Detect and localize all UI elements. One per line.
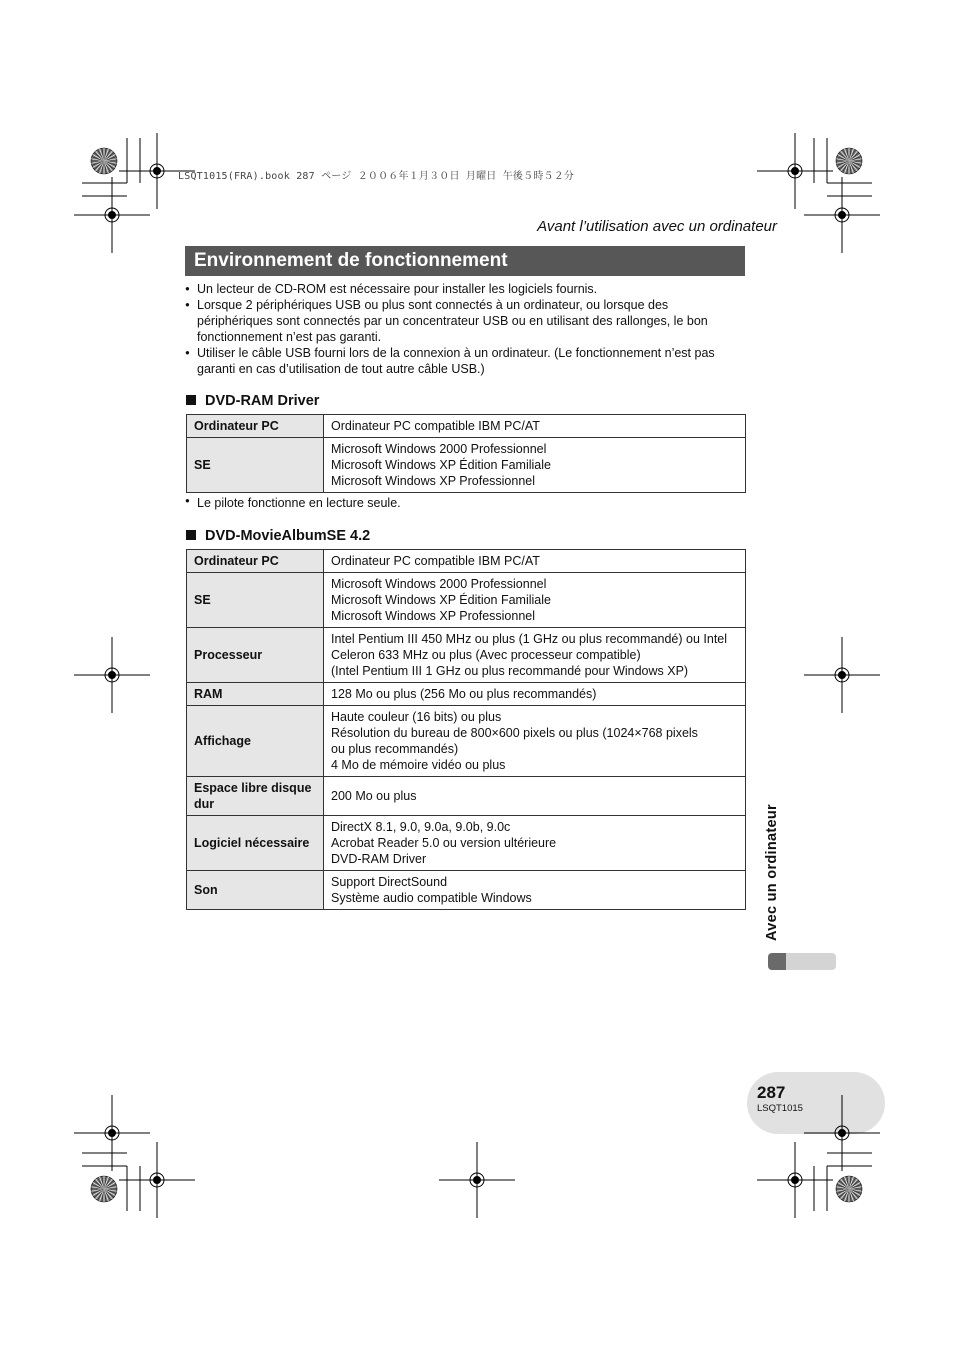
table-value: 200 Mo ou plus xyxy=(324,777,746,816)
table-key: Ordinateur PC xyxy=(187,415,324,438)
registration-mark xyxy=(757,1142,833,1218)
table-key: Son xyxy=(187,871,324,910)
table-key: RAM xyxy=(187,683,324,706)
registration-mark xyxy=(757,133,833,209)
table-value: DirectX 8.1, 9.0, 9.0a, 9.0b, 9.0c Acrobat Reader 5.0 ou version ultérieure DVD-RAM Driver xyxy=(324,816,746,871)
bullet-item: ● Lorsque 2 périphériques USB ou plus sont connectés à un ordinateur, ou lorsque des périphériques sont connectés par un concentrateur USB ou en utilisant des rallonges, le bon fonctionnement n’est pas garanti. xyxy=(185,297,745,345)
table-value: Ordinateur PC compatible IBM PC/AT xyxy=(324,415,746,438)
table-key: SE xyxy=(187,573,324,628)
section-title: Environnement de fonctionnement xyxy=(185,246,745,276)
registration-mark xyxy=(74,1095,150,1171)
table-value: Microsoft Windows 2000 Professionnel Microsoft Windows XP Édition Familiale Microsoft Windows XP Professionnel xyxy=(324,573,746,628)
print-info-line: LSQT1015(FRA).book 287 ページ ２００６年１月３０日 月曜日 午後５時５２分 xyxy=(178,171,575,182)
starburst-mark xyxy=(836,148,862,174)
registration-mark xyxy=(119,1142,195,1218)
starburst-mark xyxy=(91,1176,117,1202)
registration-mark xyxy=(119,133,195,209)
side-chapter-label: Avec un ordinateur xyxy=(764,804,780,941)
dvdram-note: ● Le pilote fonctionne en lecture seule. xyxy=(185,496,401,510)
table-value: 128 Mo ou plus (256 Mo ou plus recommandés) xyxy=(324,683,746,706)
registration-mark xyxy=(74,637,150,713)
registration-mark xyxy=(74,177,150,253)
registration-mark xyxy=(804,1095,880,1171)
chapter-title: Avant l’utilisation avec un ordinateur xyxy=(537,218,777,235)
registration-mark xyxy=(804,637,880,713)
table-value: Ordinateur PC compatible IBM PC/AT xyxy=(324,550,746,573)
table-value: Intel Pentium III 450 MHz ou plus (1 GHz ou plus recommandé) ou Intel Celeron 633 MHz ou plus (Avec processeur compatible) (Intel Pentium III 1 GHz ou plus recommandé pour Windows XP) xyxy=(324,628,746,683)
table-key: Ordinateur PC xyxy=(187,550,324,573)
starburst-mark xyxy=(836,1176,862,1202)
table-key: Logiciel nécessaire xyxy=(187,816,324,871)
moviealbum-heading-text: DVD-MovieAlbumSE 4.2 xyxy=(205,528,371,544)
table-key: SE xyxy=(187,438,324,493)
registration-mark xyxy=(439,1142,515,1218)
table-value: Support DirectSound Système audio compatible Windows xyxy=(324,871,746,910)
dvdram-heading-text: DVD-RAM Driver xyxy=(205,393,320,409)
table-key: Espace libre disque dur xyxy=(187,777,324,816)
page-code: LSQT1015 xyxy=(757,1103,803,1114)
registration-mark xyxy=(804,177,880,253)
bullet-item: ● Un lecteur de CD-ROM est nécessaire pour installer les logiciels fournis. xyxy=(185,281,745,297)
bullet-item: ● Utiliser le câble USB fourni lors de la connexion à un ordinateur. (Le fonctionnement n’est pas garanti en cas d’utilisation de tout autre câble USB.) xyxy=(185,345,745,377)
table-key: Processeur xyxy=(187,628,324,683)
starburst-mark xyxy=(91,148,117,174)
table-value: Haute couleur (16 bits) ou plus Résolution du bureau de 800×600 pixels ou plus (1024×768 pixels ou plus recommandés) 4 Mo de mémoire vidéo ou plus xyxy=(324,706,746,777)
table-value: Microsoft Windows 2000 Professionnel Microsoft Windows XP Édition Familiale Microsoft Windows XP Professionnel xyxy=(324,438,746,493)
table-key: Affichage xyxy=(187,706,324,777)
page-number: 287 xyxy=(757,1083,786,1102)
